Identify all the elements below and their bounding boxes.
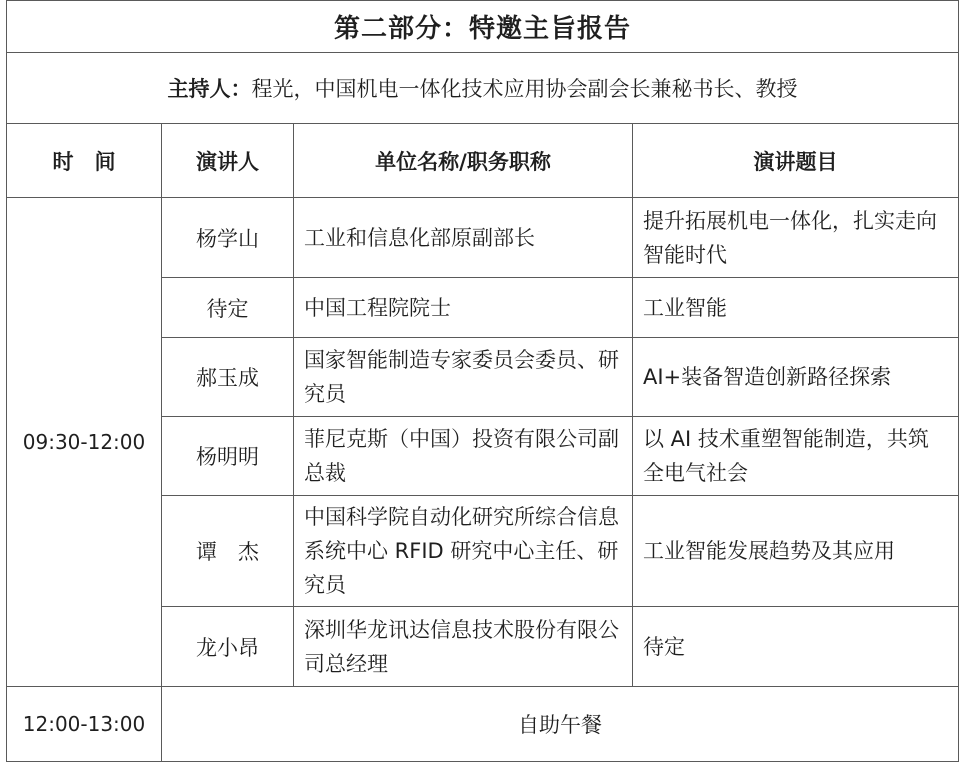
talk-topic: 待定 — [633, 607, 959, 687]
lunch-row — [7, 687, 959, 762]
talk-topic: 提升拓展机电一体化，扎实走向智能时代 — [633, 198, 959, 278]
header-topic: 演讲题目 — [633, 124, 959, 198]
speaker-name: 龙小昂 — [162, 607, 294, 687]
lunch-label: 自助午餐 — [162, 687, 959, 762]
speaker-name: 杨学山 — [162, 198, 294, 278]
header-row — [7, 124, 959, 198]
table-row — [7, 198, 959, 278]
host-text: 程光，中国机电一体化技术应用协会副会长兼秘书长、教授 — [251, 77, 798, 101]
talk-topic: 工业智能 — [633, 278, 959, 338]
section-title: 第二部分：特邀主旨报告 — [7, 1, 959, 53]
speaker-org: 菲尼克斯（中国）投资有限公司副总裁 — [294, 417, 633, 496]
header-time: 时 间 — [7, 124, 162, 198]
talk-topic: 工业智能发展趋势及其应用 — [633, 496, 959, 607]
talk-topic: AI+装备智造创新路径探索 — [633, 338, 959, 417]
speaker-name: 杨明明 — [162, 417, 294, 496]
speaker-name: 郝玉成 — [162, 338, 294, 417]
agenda-table — [6, 0, 959, 762]
header-speaker: 演讲人 — [162, 124, 294, 198]
lunch-time: 12:00-13:00 — [7, 687, 162, 762]
speaker-org: 深圳华龙讯达信息技术股份有限公司总经理 — [294, 607, 633, 687]
host-label: 主持人： — [167, 77, 252, 101]
speaker-name: 待定 — [162, 278, 294, 338]
header-org: 单位名称/职务职称 — [294, 124, 633, 198]
session-time: 09:30-12:00 — [7, 198, 162, 687]
speaker-org: 国家智能制造专家委员会委员、研究员 — [294, 338, 633, 417]
speaker-org: 中国科学院自动化研究所综合信息系统中心 RFID 研究中心主任、研究员 — [294, 496, 633, 607]
speaker-name: 谭 杰 — [162, 496, 294, 607]
host-row — [7, 53, 959, 124]
talk-topic: 以 AI 技术重塑智能制造，共筑全电气社会 — [633, 417, 959, 496]
speaker-org: 中国工程院院士 — [294, 278, 633, 338]
speaker-org: 工业和信息化部原副部长 — [294, 198, 633, 278]
